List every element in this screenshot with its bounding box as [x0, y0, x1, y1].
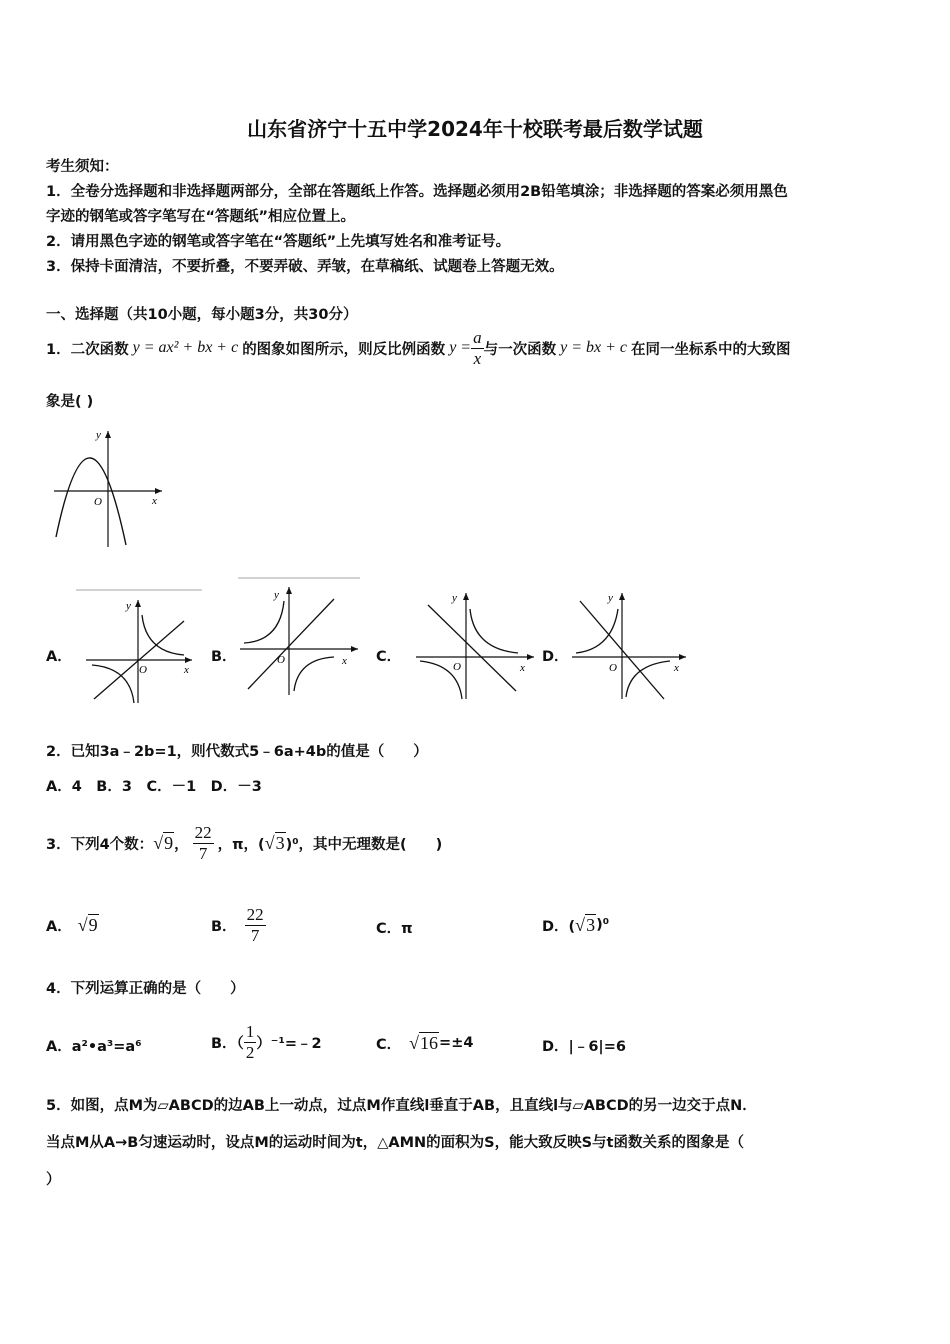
q1-formula-quadratic: y = ax² + bx + c: [132, 339, 239, 356]
origin-label: O: [277, 654, 285, 666]
q1-option-c-graph: [410, 587, 540, 702]
q3-option-c: C．π: [376, 921, 413, 937]
q1-formula-inverse-lhs: y =: [449, 339, 472, 356]
frac-denominator: 7: [198, 843, 208, 863]
question-3-stem: [46, 810, 442, 876]
x-axis-label: x: [152, 495, 157, 507]
q4-option-c: [376, 1026, 473, 1060]
hyperbola-branch-1: [470, 609, 518, 653]
option-label: D．(: [542, 918, 576, 935]
hyperbola-branch-1: [244, 601, 284, 643]
q3-text-1: 3．下列4个数：: [46, 836, 154, 853]
notice-line-1: 1．全卷分选择题和非选择题两部分，全部在答题纸上作答。选择题必须用2B铅笔填涂；非选择题的答案必须用黑色: [46, 184, 788, 200]
x-axis-label: x: [342, 655, 347, 667]
q3-option-a: [46, 892, 99, 958]
notice-line-3: 3．保持卡面清洁，不要折叠，不要弄破、弄皱，在草稿纸、试题卷上答题无效。: [46, 259, 564, 275]
x-axis-label: x: [184, 664, 189, 676]
origin-label: O: [453, 661, 461, 673]
q1-text-3: 与一次函数: [483, 341, 557, 358]
frac-numerator: 22: [194, 822, 212, 842]
option-label: B．: [211, 918, 237, 935]
section-heading: 一、选择题（共10小题，每小题3分，共30分）: [46, 307, 358, 323]
hyperbola-branch-2: [92, 665, 134, 703]
y-axis-label: y: [96, 429, 101, 441]
frac-numerator: 22: [246, 904, 264, 924]
notice-heading: 考生须知：: [46, 159, 119, 175]
q3-option-a-sqrt: √9: [77, 914, 98, 935]
y-axis-label: y: [608, 592, 613, 604]
q1-option-b-label: B．: [211, 649, 237, 665]
option-tail: =±4: [439, 1035, 474, 1051]
q3-frac-22-7: [193, 823, 214, 863]
q3-text-2: ，π，(: [217, 836, 265, 853]
q4-option-d: D．|﹣6|=6: [542, 1039, 626, 1055]
y-axis-label: y: [274, 589, 279, 601]
question-5-line-1: 5．如图，点M为▱ABCD的边AB上一动点，过点M作直线l垂直于AB，且直线l与▱ABCD的另一边交于点N．: [46, 1098, 757, 1114]
q1-option-d-graph: [566, 587, 691, 702]
frac-numerator: 1: [245, 1021, 255, 1041]
x-axis-arrow: [155, 488, 162, 494]
sqrt-radicand: 3: [586, 914, 596, 935]
q3-option-b: [211, 892, 266, 958]
q4-option-b: [211, 1010, 322, 1074]
hyperbola-branch-1: [142, 615, 184, 655]
q3-text-3: )⁰，其中无理数是( ): [285, 836, 443, 853]
question-2-stem: 2．已知3a﹣2b=1，则代数式5﹣6a+4b的值是（ ）: [46, 744, 428, 760]
y-axis-label: y: [452, 592, 457, 604]
x-axis-label: x: [674, 662, 679, 674]
q3-option-d-sqrt: √3: [575, 914, 596, 935]
q3-option-d: [542, 892, 609, 958]
q3-sqrt-9: √9: [153, 832, 174, 853]
x-axis-label: x: [520, 662, 525, 674]
y-axis-arrow: [286, 587, 292, 594]
frac-denominator: x: [473, 348, 482, 368]
q3-text-sep: ，: [174, 836, 189, 853]
y-axis-arrow: [463, 593, 469, 600]
sqrt-radicand: 9: [88, 914, 98, 935]
x-axis-arrow: [679, 654, 686, 660]
parabola-curve: [56, 458, 126, 545]
q1-option-b-graph: [234, 575, 364, 700]
frac-denominator: 7: [250, 925, 260, 945]
y-axis-arrow: [135, 600, 141, 607]
page-title: 山东省济宁十五中学2024年十校联考最后数学试题: [247, 117, 703, 141]
sqrt-radicand: 16: [420, 1032, 439, 1053]
question-1-stem: [46, 328, 791, 368]
q1-parabola-figure: [44, 425, 169, 550]
option-tail: )⁰: [596, 917, 610, 933]
q1-text-5: 象是( ): [46, 394, 94, 410]
sqrt-radicand: 9: [164, 832, 174, 853]
y-axis-label: y: [126, 600, 131, 612]
origin-label: O: [609, 662, 617, 674]
hyperbola-branch-2: [626, 661, 670, 697]
q1-text-4: 在同一坐标系中的大致图: [631, 341, 791, 358]
q1-formula-inverse-frac: [471, 328, 484, 368]
frac-numerator: a: [473, 327, 482, 347]
origin-label: O: [94, 496, 102, 508]
q4-option-a: A．a²•a³=a⁶: [46, 1039, 142, 1055]
q1-formula-linear: y = bx + c: [560, 339, 627, 356]
x-axis-arrow: [527, 654, 534, 660]
question-5-line-2: 当点M从A→B匀速运动时，设点M的运动时间为t，△AMN的面积为S，能大致反映S与t函数关系的图象是（: [46, 1135, 744, 1151]
x-axis-arrow: [185, 657, 192, 663]
x-axis-arrow: [351, 646, 358, 652]
q4-option-c-sqrt: √16: [409, 1032, 439, 1053]
q1-option-c-label: C．: [376, 649, 402, 665]
y-axis-arrow: [105, 431, 111, 438]
q3-sqrt-3: √3: [264, 832, 285, 853]
option-label: B．（: [211, 1035, 244, 1052]
q1-option-a-label: A．: [46, 649, 72, 665]
q4-option-b-frac: [244, 1022, 257, 1062]
linear-function-line: [248, 599, 334, 689]
q1-text-1: 1．二次函数: [46, 341, 129, 358]
option-label: C．: [376, 1036, 402, 1053]
sqrt-radicand: 3: [275, 832, 285, 853]
option-tail: ）⁻¹=﹣2: [256, 1035, 322, 1052]
hyperbola-branch-2: [294, 657, 334, 691]
question-4-stem: 4．下列运算正确的是（ ）: [46, 981, 245, 997]
q1-option-d-label: D．: [542, 649, 569, 665]
notice-line-2: 2．请用黑色字迹的钢笔或答字笔在“答题纸”上先填写姓名和准考证号。: [46, 234, 511, 250]
hyperbola-branch-1: [576, 609, 618, 653]
origin-label: O: [139, 664, 147, 676]
frac-denominator: 2: [245, 1042, 255, 1062]
question-5-line-3: ）: [46, 1172, 61, 1188]
y-axis-arrow: [619, 593, 625, 600]
q3-option-b-frac: [245, 905, 266, 945]
q1-text-2: 的图象如图所示，则反比例函数: [242, 341, 446, 358]
question-2-options: A．4 B．3 C．－1 D．－3: [46, 779, 262, 795]
option-label: A．: [46, 918, 72, 935]
notice-line-1b: 字迹的钢笔或答字笔写在“答题纸”相应位置上。: [46, 209, 356, 225]
q1-option-a-graph: [72, 587, 207, 707]
